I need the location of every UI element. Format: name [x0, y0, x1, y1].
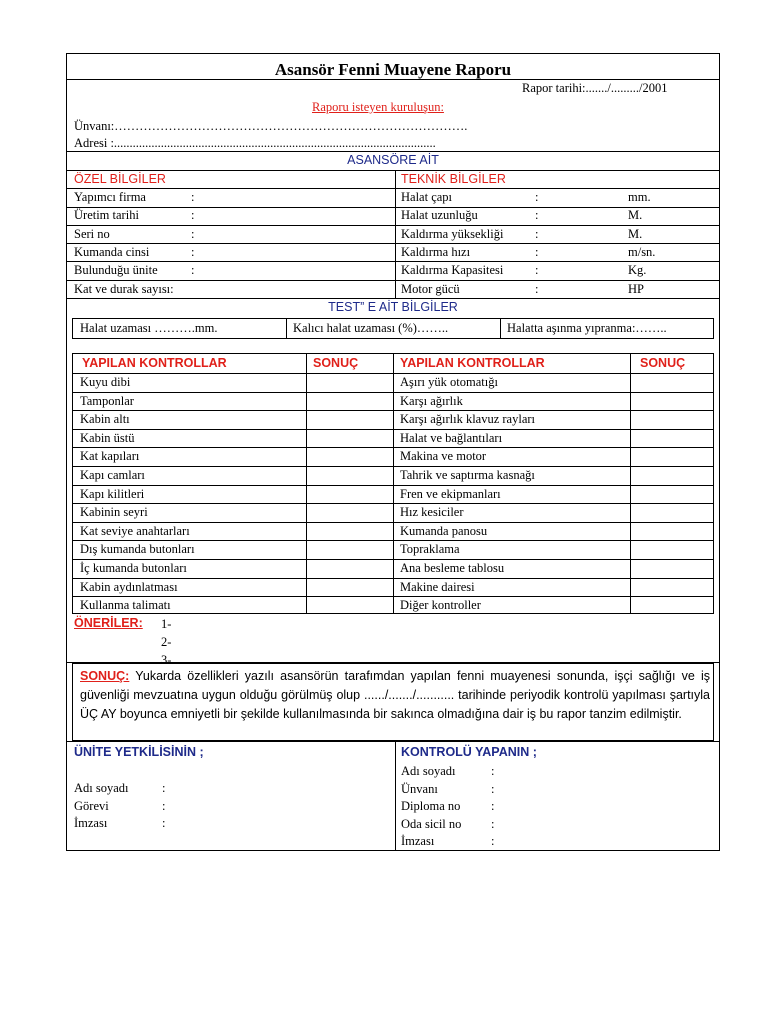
kontrolu-field-colon: : [491, 781, 495, 796]
page-title: Asansör Fenni Muayene Raporu [274, 60, 512, 79]
table-row-right: Kumanda panosu [400, 523, 488, 538]
teknik-label: Halat uzunluğu [401, 208, 478, 223]
ozel-colon: : [191, 244, 195, 259]
table-row-line [72, 596, 714, 597]
test-halat-uzamasi: Halat uzaması ……….mm. [80, 321, 218, 335]
divider [66, 243, 720, 244]
teknik-unit: M. [628, 226, 643, 241]
unite-field-colon: : [162, 816, 166, 830]
table-row-right: Karşı ağırlık klavuz rayları [400, 412, 536, 427]
asansor-heading: ASANSÖRE AİT [347, 153, 439, 167]
ozel-label: Üretim tarihi [74, 208, 139, 223]
oneri-3: 3- [161, 653, 172, 667]
ozel-colon: : [191, 190, 195, 204]
teknik-label: Motor gücü [401, 281, 460, 296]
table-row-line [72, 373, 714, 374]
table-row-right: Hız kesiciler [400, 505, 464, 520]
unite-field-colon: : [162, 798, 166, 813]
oneri-2: 2- [161, 635, 172, 649]
ozel-colon: : [191, 263, 195, 278]
unite-field-label: Adı soyadı [74, 781, 129, 795]
teknik-colon: : [535, 263, 539, 278]
requester-heading: Raporu isteyen kuruluşun: [312, 100, 444, 114]
table-row-line [72, 540, 714, 541]
divider [66, 225, 720, 226]
teknik-unit: M. [628, 208, 643, 223]
ozel-label: Bulunduğu ünite [74, 263, 158, 278]
teknik-colon: : [535, 208, 539, 223]
divider [66, 280, 720, 281]
teknik-label: Kaldırma yüksekliği [401, 226, 504, 241]
divider [66, 79, 720, 80]
table-row-line [72, 559, 714, 560]
kontrol-head-left: YAPILAN KONTROLLAR [82, 356, 227, 370]
table-row-line [72, 447, 714, 448]
table-row-left: Kabin üstü [80, 430, 135, 445]
ozel-label: Yapımcı firma [74, 190, 146, 204]
adres-line: Adresi :....................................................................................................... [74, 136, 436, 150]
table-row-left: Kabinin seyri [80, 505, 148, 520]
teknik-colon: : [535, 226, 539, 241]
signature-divider [395, 741, 396, 851]
table-row-line [72, 392, 714, 393]
table-row-right: Aşırı yük otomatığı [400, 375, 498, 389]
table-row-left: İç kumanda butonları [80, 561, 187, 575]
table-row-left: Kat kapıları [80, 449, 140, 464]
ozel-heading: ÖZEL BİLGİLER [74, 172, 166, 186]
table-row-line [72, 503, 714, 504]
unite-heading: ÜNİTE YETKİLİSİNİN ; [74, 745, 204, 759]
table-row-right: Diğer kontroller [400, 598, 481, 613]
table-row-line [72, 466, 714, 467]
sonuc-head-right: SONUÇ [640, 356, 686, 370]
unvan-line: Ünvanı:…………………………………………………………………………. [74, 119, 468, 133]
table-row-right: Fren ve ekipmanları [400, 486, 501, 501]
table-row-left: Kabin altı [80, 412, 130, 427]
kontrolu-field-label: Diploma no [401, 799, 461, 813]
ozel-label: Seri no [74, 226, 110, 241]
teknik-unit: Kg. [628, 263, 647, 278]
table-row-right: Halat ve bağlantıları [400, 430, 503, 445]
table-row-line [72, 429, 714, 430]
oneriler-label: ÖNERİLER: [74, 616, 143, 630]
sonuc-label: SONUÇ: [80, 669, 130, 683]
ozel-colon: : [191, 208, 195, 223]
teknik-colon: : [535, 244, 539, 259]
kontrolu-heading: KONTROLÜ YAPANIN ; [401, 745, 537, 759]
sonuc-paragraph [80, 667, 710, 724]
table-row-left: Kuyu dibi [80, 375, 131, 389]
teknik-unit: mm. [628, 190, 651, 204]
kontrolu-field-colon: : [491, 764, 495, 778]
kontrolu-field-colon: : [491, 799, 495, 813]
table-row-right: Makine dairesi [400, 579, 475, 594]
table-row-right: Ana besleme tablosu [400, 561, 505, 575]
unite-field-label: İmzası [74, 816, 108, 830]
table-row-line [72, 522, 714, 523]
unite-field-colon: : [162, 781, 166, 795]
kontrolu-field-label: İmzası [401, 834, 435, 848]
table-row-line [72, 578, 714, 579]
teknik-colon: : [535, 190, 539, 204]
divider [66, 298, 720, 299]
kontrolu-field-label: Oda sicil no [401, 816, 462, 831]
table-row-left: Kat seviye anahtarları [80, 523, 190, 538]
teknik-label: Kaldırma hızı [401, 244, 471, 259]
divider [66, 188, 720, 189]
sonuc-head-left: SONUÇ [313, 356, 359, 370]
test-divider [500, 318, 501, 339]
kontrolu-field-label: Adı soyadı [401, 764, 456, 778]
test-asinma: Halatta aşınma yıpranma:…….. [507, 321, 667, 335]
teknik-label: Kaldırma Kapasitesi [401, 263, 504, 278]
kontrolu-field-label: Ünvanı [401, 781, 438, 796]
table-row-right: Topraklama [400, 542, 460, 557]
divider [66, 170, 720, 171]
teknik-heading: TEKNİK BİLGİLER [401, 172, 506, 186]
ozel-label: Kumanda cinsi [74, 244, 150, 259]
table-row-line [72, 485, 714, 486]
table-row-right: Makina ve motor [400, 449, 487, 464]
test-divider [286, 318, 287, 339]
divider [66, 741, 720, 742]
table-row-left: Kullanma talimatı [80, 598, 171, 613]
table-row-right: Karşı ağırlık [400, 393, 463, 408]
test-heading: TEST” E AİT BİLGİLER [328, 300, 458, 314]
kontrolu-field-colon: : [491, 816, 495, 831]
table-row-left: Dış kumanda butonları [80, 542, 195, 557]
table-row-left: Kabin aydınlatması [80, 579, 178, 594]
divider [66, 207, 720, 208]
divider [66, 261, 720, 262]
table-row-right: Tahrik ve saptırma kasnağı [400, 468, 535, 482]
teknik-colon: : [535, 281, 539, 296]
ozel-colon: : [191, 226, 195, 241]
table-row-left: Kapı camları [80, 468, 145, 482]
kontrolu-field-colon: : [491, 834, 495, 848]
sonuc-body: Yukarda özellikleri yazılı asansörün tarafımdan yapılan fenni muayenesi sonunda, işçi sağlığı ve iş güvenliği mevzuatına uygun olduğu görülmüş olup ....../......./........... tarihinde periyodik kontrolü yapılması şartıyla ÜÇ AY boyunca emniyetli bir şekilde kullanılmasında bir sakınca olmadığına dair iş bu rapor tanzim edilmiştir. [80, 669, 710, 721]
oneri-1: 1- [161, 617, 172, 631]
ozel-label: Kat ve durak sayısı: [74, 281, 174, 296]
table-row-line [72, 410, 714, 411]
teknik-unit: HP [628, 281, 644, 296]
table-row-left: Kapı kilitleri [80, 486, 145, 501]
rapor-tarihi: Rapor tarihi:......./........./2001 [522, 81, 668, 95]
teknik-label: Halat çapı [401, 190, 453, 204]
teknik-unit: m/sn. [628, 244, 656, 259]
divider [66, 151, 720, 152]
kontrol-head-right: YAPILAN KONTROLLAR [400, 356, 545, 370]
unite-field-label: Görevi [74, 798, 109, 813]
table-row-left: Tamponlar [80, 393, 134, 408]
test-kalici-uzama: Kalıcı halat uzaması (%)…….. [293, 321, 449, 335]
